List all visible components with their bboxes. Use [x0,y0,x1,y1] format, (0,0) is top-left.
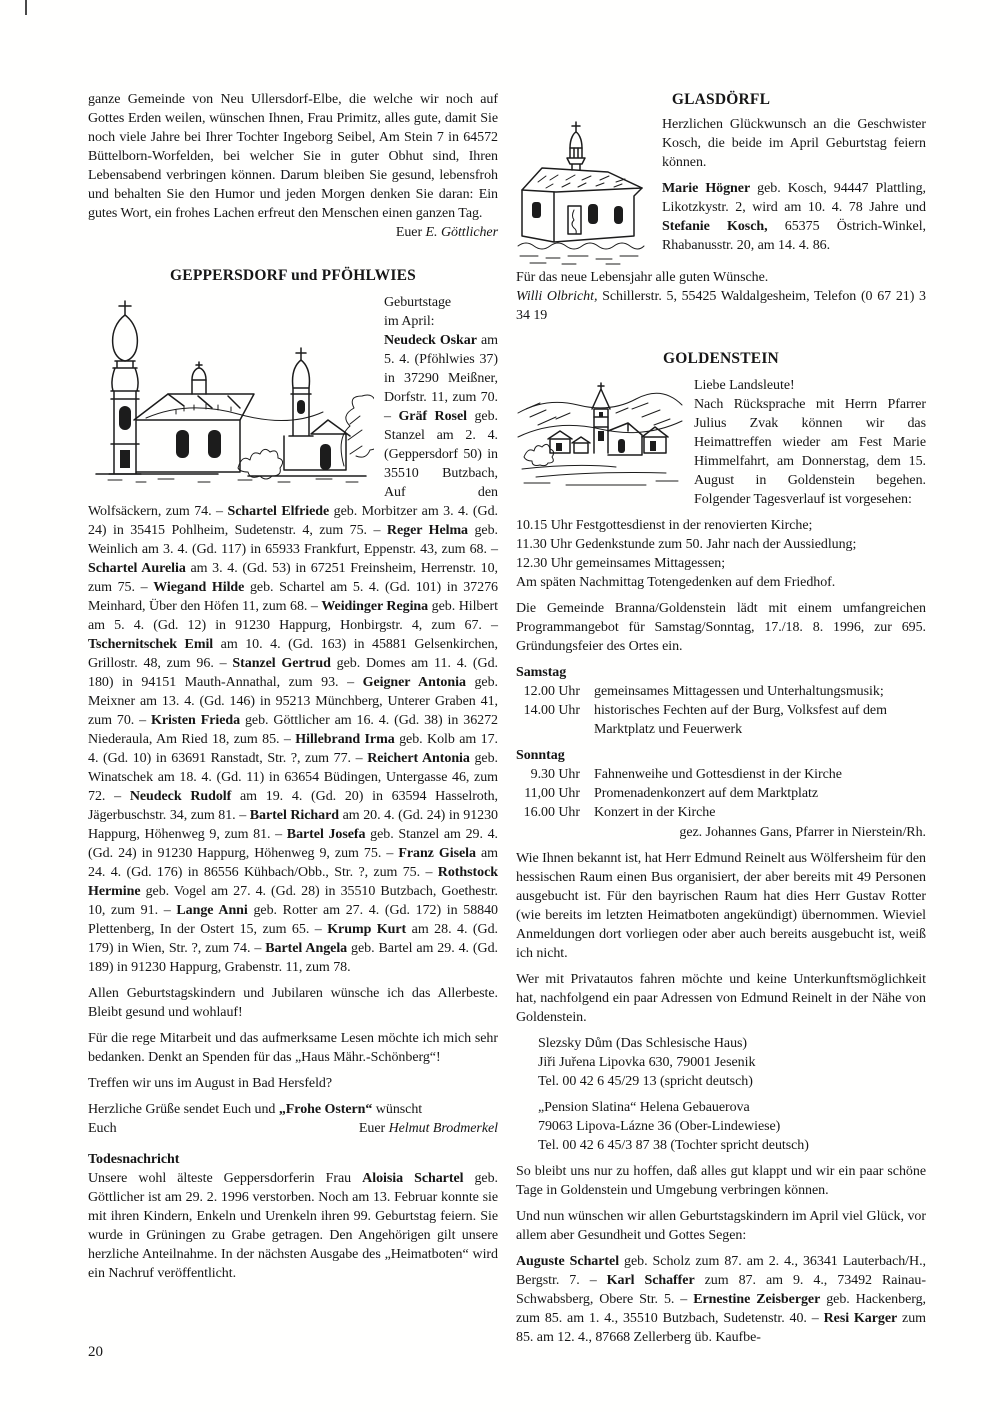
address-line: Jiři Juřena Lipovka 630, 79001 Jesenik [538,1055,756,1070]
day-schedule [516,516,926,592]
village-churches-illustration-svg [88,296,374,486]
schedule-line: 10.15 Uhr Festgottesdienst in der renovierten Kirche; [516,518,813,533]
chapel-illustration-svg [516,118,652,266]
birthday-intro-paragraph: Und nun wünschen wir allen Geburtstagskindern im April viel Glück, vor allem aber Gesundheit und Gottes Segen: [516,1209,926,1243]
glasdoerfl-block [516,115,926,255]
program-time: 14.00 Uhr [523,703,580,718]
section-heading-goldenstein: GOLDENSTEIN [663,350,779,367]
greeting-left: Euch [88,1121,117,1136]
right-column [516,90,926,1347]
program-row [516,803,926,822]
program-row [516,765,926,784]
address-block [538,1098,926,1155]
hope-paragraph: So bleibt uns nur zu hoffen, daß alles gut klappt und wir ein paar schöne Tage in Goldenstein und Umgebung verbringen können. [516,1164,926,1198]
page-number: 20 [88,1344,103,1360]
intro-paragraph: ganze Gemeinde von Neu Ullersdorf-Elbe, die welche wir noch auf Gottes Erden weilen, wünschen Ihnen, Frau Primitz, alles gute, damit Sie noch viele Jahre bei Ihrer Tochter Ingeborg Seibel, Am Stein 7 in 64572 Büttelborn-Worfelden, bei welcher Sie in guter Obhut sind, Ihren Lebensabend verbringen können. Darum bleiben Sie gesund, lebensfroh und behalten Sie den Humor und jeden Morgen denken Sie daran: Ein gutes Wort, ein frohes Lachen erfreut den Menschen einen ganzen Tag. [88,92,498,221]
goldenstein-intro: Liebe Landsleute! Nach Rücksprache mit Herrn Pfarrer Julius Zvak können wir das Heimattreffen wieder am Fest Marie Himmelfahrt, am Donnerstag, dem 15. August in Goldenstein begehen. Folgender Tagesverlauf ist vorgesehen: [694,378,926,507]
thanks-paragraph: Für die rege Mitarbeit und das aufmerksame Lesen möchte ich mich sehr bedanken. Denkt an Spenden für das „Haus Mähr.-Schönberg“! [88,1031,498,1065]
signature-prefix: Euer [358,1121,389,1136]
address-block [538,1034,926,1091]
founding-paragraph: Die Gemeinde Branna/Goldenstein lädt mit einem umfangreichen Programmangebot für Samstag/Sonntag, 17./18. 8. 1996, zur 695. Gründungsfeier des Ortes ein. [516,601,926,654]
section-heading-glasdoerfl: GLASDÖRFL [671,91,771,108]
village-churches-illustration [88,296,374,486]
program-time: 16.00 Uhr [523,805,580,820]
private-cars-paragraph: Wer mit Privatautos fahren möchte und keine Unterkunftsmöglichkeit hat, nachfolgend ein paar Adressen von Edmund Reinelt in der Nähe von Goldenstein. [516,972,926,1025]
intro-signature [88,223,498,242]
address-line: 79063 Lipova-Lázne 36 (Ober-Lindewiese) [538,1119,781,1134]
mountain-village-illustration-svg [516,379,684,491]
chapel-illustration [516,118,652,266]
program-desc: Konzert in der Kirche [594,805,716,820]
schedule-line: Am späten Nachmittag Totengedenken auf dem Friedhof. [516,575,836,590]
crop-mark [25,0,27,15]
obituary-heading: Todesnachricht [88,1152,180,1167]
program-row [516,701,926,739]
program-row [516,682,926,701]
greeting-signature [359,1119,498,1138]
program-desc: Fahnenweihe und Gottesdienst in der Kirche [594,767,842,782]
left-column [88,90,498,1283]
greeting-signature-row [88,1119,498,1138]
schedule-line: 12.30 Uhr gemeinsames Mittagessen; [516,556,726,571]
address-line: Tel. 00 42 6 45/29 13 (spricht deutsch) [538,1074,753,1089]
address-line: „Pension Slatina“ Helena Gebauerova [538,1100,750,1115]
greeting-line: Herzliche Grüße sendet Euch und „Frohe Ostern“ wünscht [88,1102,423,1117]
signature-name: E. Göttlicher [425,225,498,240]
day-label-sonntag: Sonntag [516,748,565,763]
geppersdorf-birthdays-block [88,293,498,977]
wishes-paragraph: Allen Geburtstagskindern und Jubilaren wünsche ich das Allerbeste. Bleibt gesund und wohlauf! [88,986,498,1020]
glasdoerfl-birthdays: Marie Högner geb. Kosch, 94447 Plattling, Likotzkystr. 2, wird am 10. 4. 78 Jahre und Stefanie Kosch, 65375 Östrich-Winkel, Rhabanusstr. 20, am 14. 4. 86. [662,181,926,253]
goldenstein-block [516,376,926,509]
address-line: Slezsky Dům (Das Schlesische Haus) [538,1036,748,1051]
program-time: 11,00 Uhr [524,786,580,801]
meeting-question: Treffen wir uns im August in Bad Hersfeld? [88,1076,333,1091]
program-desc: historisches Fechten auf der Burg, Volksfest auf dem Marktplatz und Feuerwerk [594,703,887,737]
program-time: 9.30 Uhr [530,767,580,782]
program-desc: gemeinsames Mittagessen und Unterhaltungsmusik; [594,684,884,699]
address-line: Tel. 00 42 6 45/3 87 38 (Tochter spricht deutsch) [538,1138,809,1153]
signature-name: Helmut Brodmerkel [388,1121,498,1136]
program-time: 12.00 Uhr [523,684,580,699]
program-row [516,784,926,803]
schedule-line: 11.30 Uhr Gedenkstunde zum 50. Jahr nach der Aussiedlung; [516,537,857,552]
section-heading-geppersdorf: GEPPERSDORF und PFÖHLWIES [170,267,416,284]
bus-info-paragraph: Wie Ihnen bekannt ist, hat Herr Edmund Reinelt aus Wölfersheim für den hessischen Raum einen Bus organisiert, der aber bereits mit 49 Personen ausgebucht ist. Für den bayrischen Raum hat dies Herr Gustav Rotter (wie bereits im letzten Heimatboten angekündigt) übernommen. Wieviel Anmeldungen dort vorliegen oder aber auch bereits ausgebucht ist, weiß ich nicht. [516,851,926,961]
obituary-body: Unsere wohl älteste Geppersdorferin Frau Aloisia Schartel geb. Göttlicher ist am 29. 2. 1996 verstorben. Noch am 13. Februar konnte sie mit ihren Kindern, Enkeln und Urenkeln ihren 99. Geburtstag feiern. Sie wurde in Grüningen zu Grabe getragen. Den Angehörigen gilt unsere herzliche Anteilnahme. In der nächsten Ausgabe des „Heimatboten“ wird ein Nachruf veröffentlicht. [88,1171,498,1281]
day-label-samstag: Samstag [516,665,567,680]
mountain-village-illustration [516,379,684,491]
glasdoerfl-wish: Für das neue Lebensjahr alle guten Wünsche. [516,270,769,285]
glasdoerfl-contact: Willi Olbricht, Schillerstr. 5, 55425 Waldalgesheim, Telefon (0 67 21) 3 34 19 [516,289,926,323]
goldenstein-birthdays: Auguste Schartel geb. Scholz zum 87. am 2. 4., 36341 Lauterbach/H., Bergstr. 7. – Karl Schaffer zum 87. am 9. 4., 73492 Rainau-Schwabsberg, Obere Str. 5. – Ernestine Zeisberger geb. Hackenberg, zum 85. am 1. 4., 35510 Butzbach, Sudetenstr. 40. – Resi Karger zum 85. am 12. 4., 87668 Zellerberg üb. Kaufbe- [516,1254,927,1345]
program-desc: Promenadenkonzert auf dem Marktplatz [594,786,819,801]
glasdoerfl-congrats: Herzlichen Glückwunsch an die Geschwister Kosch, die beide im April Geburtstag feiern können. [662,117,926,170]
pastor-signature: gez. Johannes Gans, Pfarrer in Nierstein/Rh. [679,825,926,840]
geppersdorf-birthdays: Geburtstage im April: Neudeck Oskar am 5. 4. (Pföhlwies 37) in 37290 Meißner, Dorfstr. 11, zum 70. – Gräf Rosel geb. Stanzel am 2. 4. (Geppersdorf 50) in 35510 Butzbach, Auf den Wolfsäckern, zum 74. – Schartel Elfriede geb. Morbitzer am 3. 4. (Gd. 24) in 35415 Pohlheim, Sudetenstr. 4, zum 75. – Reger Helma geb. Weinlich am 3. 4. (Gd. 117) in 65933 Frankfurt, Eppenstr. 43, zum 68. – Schartel Aurelia am 3. 4. (Gd. 53) in 67251 Freinsheim, Herrenstr. 10, zum 75. – Wiegand Hilde geb. Schartel am 5. 4. (Gd. 101) in 37276 Meinhard, Über den Höfen 11, zum 68. – Weidinger Regina geb. Hilbert am 5. 4. (Gd. 12) in 91230 Happurg, Honbirgstr. 4, zum 67. – Tschernitschek Emil am 10. 4. (Gd. 163) in 45881 Gelsenkirchen, Grillostr. 48, zum 96. – Stanzel Gertrud geb. Domes am 11. 4. (Gd. 180) in 94151 Mauth-Annathal, zum 93. – Geigner Antonia geb. Meixner am 13. 4. (Gd. 146) in 95213 Münchberg, Unterer Graben 41, zum 70. – Kristen Frieda geb. Göttlicher am 16. 4. (Gd. 38) in 36272 Niederaula, Am Ried 18, zum 85. – Hillebrand Irma geb. Kolb am 17. 4. (Gd. 10) in 63691 Ranstadt, Str. ?, zum 77. – Reichert Antonia geb. Winatschek am 18. 4. (Gd. 11) in 63654 Büdingen, Untergasse 46, zum 72. – Neudeck Rudolf am 19. 4. (Gd. 20) in 63594 Hasselroth, Jägerbuschstr. 34, zum 81. – Bartel Richard am 20. 4. (Gd. 24) in 91230 Happurg, Höhenweg 9, zum 81. – Bartel Josefa geb. Stanzel am 29. 4. (Gd. 24) in 91230 Happurg, Höhenweg 9, zum 75. – Franz Gisela am 24. 4. (Gd. 176) in 86556 Kühbach/Obb., Str. ?, zum 75. – Rothstock Hermine geb. Vogel am 27. 4. (Gd. 28) in 35510 Butzbach, Goethestr. 10, zum 91. – Lange Anni geb. Rotter am 27. 4. (Gd. 172) in 58840 Plettenberg, In der Ostert 15, zum 65. – Krump Kurt am 28. 4. (Gd. 179) in Wien, Str. ?, zum 74. – Bartel Angela geb. Bartel am 29. 4. (Gd. 189) in 91230 Happurg, Grabenstr. 11, zum 78. [88,295,499,975]
signature-prefix: Euer [395,225,426,240]
